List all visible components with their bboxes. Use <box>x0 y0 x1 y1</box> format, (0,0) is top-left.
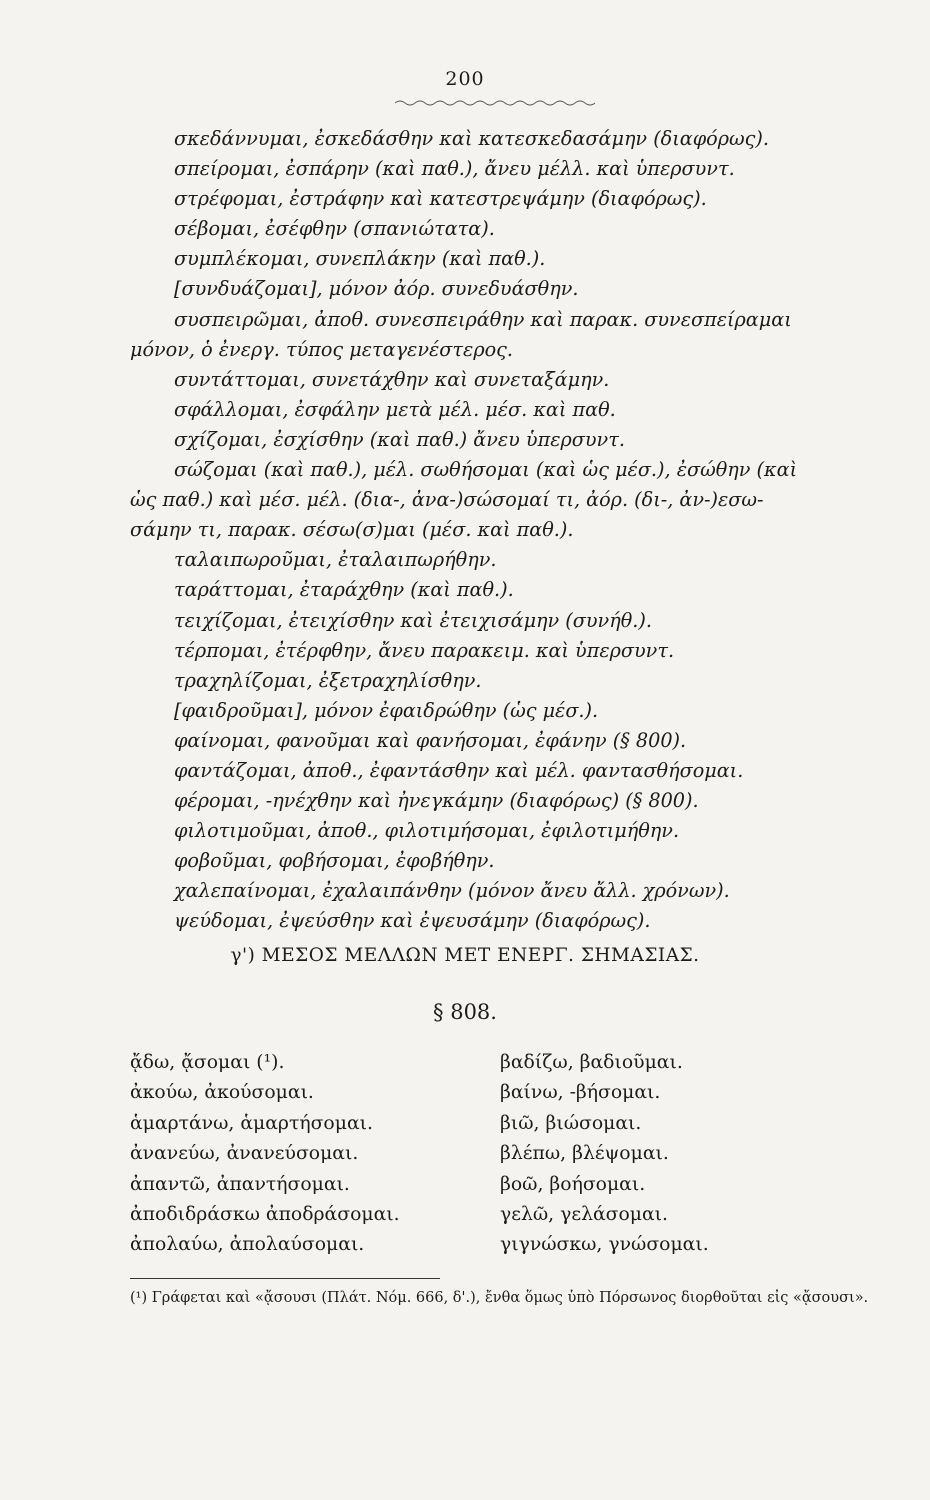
entry-line: τέρπομαι, ἐτέρφθην, ἄνευ παρακειμ. καὶ ὑπερσυντ. <box>174 638 675 662</box>
entry-line: τειχίζομαι, ἐτειχίσθην καὶ ἐτειχισάμην (συνήθ.). <box>174 608 652 632</box>
entry-line: σώζομαι (καὶ παθ.), μέλ. σωθήσομαι (καὶ ὡς μέσ.), ἐσώθην (καὶ <box>174 458 798 482</box>
entry-line: σχίζομαι, ἐσχίσθην (καὶ παθ.) ἄνευ ὑπερσυντ. <box>174 427 625 451</box>
page-number: 200 <box>445 68 485 90</box>
list-item: βλέπω, βλέψομαι. <box>500 1143 669 1165</box>
entry-line: τραχηλίζομαι, ἐξετραχηλίσθην. <box>174 668 482 692</box>
list-item: βαδίζω, βαδιοῦμαι. <box>500 1052 683 1073</box>
section-number: § 808. <box>433 1000 497 1024</box>
entry-line: στρέφομαι, ἐστράφην καὶ κατεστρεψάμην (διαφόρως). <box>174 187 707 211</box>
entry-line: [συνδυάζομαι], μόνον ἀόρ. συνεδυάσθην. <box>174 277 579 301</box>
entry-line: φαντάζομαι, ἀποθ., ἐφαντάσθην καὶ μέλ. φαντασθήσομαι. <box>174 758 744 782</box>
list-item: ᾄδω, ᾄσομαι (¹). <box>130 1052 285 1073</box>
list-item: ἀπαντῶ, ἀπαντήσομαι. <box>130 1173 350 1195</box>
list-item: γιγνώσκω, γνώσομαι. <box>500 1234 709 1256</box>
verb-list-right <box>500 1048 709 1261</box>
entry-line: ψεύδομαι, ἐψεύσθην καὶ ἐψευσάμην (διαφόρως). <box>174 909 651 933</box>
section-heading: γ') ΜΕΣΟΣ ΜΕΛΛΩΝ ΜΕΤ ΕΝΕΡΓ. ΣΗΜΑΣΙΑΣ. <box>230 945 700 966</box>
list-item: ἀποδιδράσκω ἀποδράσομαι. <box>130 1203 400 1225</box>
list-item: ἀπολαύω, ἀπολαύσομαι. <box>130 1234 365 1256</box>
entry-line: σφάλλομαι, ἐσφάλην μετὰ μέλ. μέσ. καὶ παθ. <box>174 397 616 421</box>
verb-list-left <box>130 1048 400 1261</box>
entry-line: φαίνομαι, φανοῦμαι καὶ φανήσομαι, ἐφάνην (§ 800). <box>174 728 687 752</box>
ornament-rule <box>395 97 595 109</box>
list-item: γελῶ, γελάσομαι. <box>500 1203 669 1225</box>
entry-line: συμπλέκομαι, συνεπλάκην (καὶ παθ.). <box>174 247 546 271</box>
list-item: βοῶ, βοήσομαι. <box>500 1173 646 1195</box>
list-item: βαίνω, -βήσομαι. <box>500 1082 661 1104</box>
entry-line: φέρομαι, -ηνέχθην καὶ ἠνεγκάμην (διαφόρως) (§ 800). <box>174 789 699 813</box>
entry-line: φοβοῦμαι, φοβήσομαι, ἐφοβήθην. <box>174 849 495 873</box>
entry-line: [φαιδροῦμαι], μόνον ἐφαιδρώθην (ὡς μέσ.). <box>174 698 599 722</box>
entry-line: χαλεπαίνομαι, ἐχαλαιπάνθην (μόνον ἄνευ ἄλλ. χρόνων). <box>174 879 730 903</box>
entry-line: συντάττομαι, συνετάχθην καὶ συνεταξάμην. <box>174 367 610 391</box>
entry-line: ταράττομαι, ἐταράχθην (καὶ παθ.). <box>174 578 514 602</box>
entry-line: φιλοτιμοῦμαι, ἀποθ., φιλοτιμήσομαι, ἐφιλοτιμήθην. <box>174 819 680 843</box>
entry-line: σάμην τι, παρακ. σέσω(σ)μαι (μέσ. καὶ παθ.). <box>130 518 574 542</box>
footnote: (¹) Γράφεται καὶ «ᾄσουσι (Πλάτ. Νόμ. 666, δ'.), ἔνθα ὅμως ὑπὸ Πόρσωνος διορθοῦται εἰς «ᾄσουσι». <box>130 1290 869 1306</box>
entry-line: ὡς παθ.) καὶ μέσ. μέλ. (δια-, ἀνα-)σώσομαί τι, ἀόρ. (δι-, ἀν-)εσω- <box>130 488 764 512</box>
list-item: ἀνανεύω, ἀνανεύσομαι. <box>130 1143 359 1165</box>
list-item: βιῶ, βιώσομαι. <box>500 1112 642 1134</box>
entry-line: σέβομαι, ἐσέφθην (σπανιώτατα). <box>174 217 495 241</box>
entry-line: σκεδάννυμαι, ἐσκεδάσθην καὶ κατεσκεδασάμην (διαφόρως). <box>174 127 769 150</box>
entry-line: ταλαιπωροῦμαι, ἐταλαιπωρήθην. <box>174 548 497 572</box>
list-item: ἁμαρτάνω, ἁμαρτήσομαι. <box>130 1112 373 1134</box>
footnote-divider <box>130 1278 440 1279</box>
entry-line: συσπειρῶμαι, ἀποθ. συνεσπειράθην καὶ παρακ. συνεσπείραμαι <box>174 307 792 331</box>
list-item: ἀκούω, ἀκούσομαι. <box>130 1082 314 1104</box>
entry-line: σπείρομαι, ἐσπάρην (καὶ παθ.), ἄνευ μέλλ. καὶ ὑπερσυντ. <box>174 157 735 181</box>
entry-line: μόνον, ὁ ἐνεργ. τύπος μεταγενέστερος. <box>130 337 513 361</box>
verb-entries <box>130 124 890 937</box>
